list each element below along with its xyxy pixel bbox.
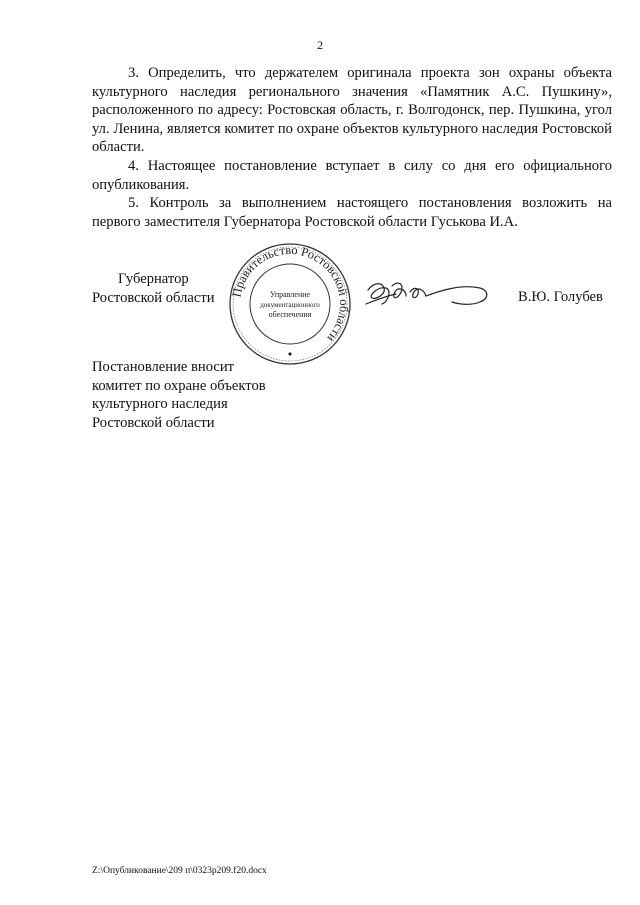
signatory-title-line2: Ростовской области — [92, 289, 215, 306]
document-body — [92, 64, 612, 231]
footer-file-path: Z:\Опубликование\209 п\0323p209.f20.docx — [92, 866, 267, 876]
introducer-block — [92, 358, 312, 432]
seal-inner-line3: обеспечения — [268, 310, 312, 319]
seal-inner-line1: Управление — [269, 290, 311, 299]
paragraph-3: 3. Определить, что держателем оригинала проекта зон охраны объекта культурного наследия регионального значения «Памятник А.С. Пушкину», расположенного по адресу: Ростовская область, г. Волгодонск, пер. Пушкина, угол ул. Ленина, является комитет по охране объектов культурного наследия Ростовской области. — [92, 65, 612, 156]
seal-outer-text: Правительство Ростовской области — [229, 242, 352, 345]
signatory-name: В.Ю. Голубев — [518, 289, 603, 305]
introducer-line2: комитет по охране объектов — [92, 377, 266, 394]
signatory-title — [92, 270, 232, 307]
paragraph-4: 4. Настоящее постановление вступает в силу со дня его официального опубликования. — [92, 157, 612, 193]
paragraph-5: 5. Контроль за выполнением настоящего постановления возложить на первого заместителя Губернатора Ростовской области Гуськова И.А. — [92, 195, 612, 230]
seal-inner-line2: документационного — [260, 301, 320, 309]
seal-star-icon — [288, 352, 292, 356]
introducer-line4: Ростовской области — [92, 414, 215, 431]
signatory-title-line1: Губернатор — [118, 271, 189, 287]
official-seal — [228, 242, 352, 366]
introducer-line3: культурного наследия — [92, 396, 228, 413]
page-number: 2 — [317, 38, 323, 52]
introducer-line1: Постановление вносит — [92, 359, 235, 375]
handwritten-signature — [362, 274, 492, 314]
